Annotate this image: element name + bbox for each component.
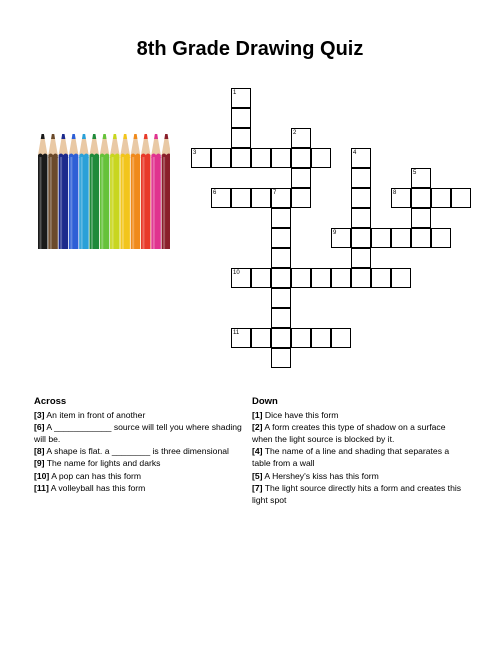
clue-text: A form creates this type of shadow on a surface when the light source is blocked by it. xyxy=(252,422,446,445)
pencil xyxy=(90,134,100,249)
clue-text: An item in front of another xyxy=(44,410,146,421)
clue-text: A pop can has this form xyxy=(49,470,142,481)
colored-pencils-image xyxy=(36,131,170,251)
crossword-cell[interactable] xyxy=(351,148,371,168)
clue-number: 8 xyxy=(393,190,397,196)
crossword-cell[interactable] xyxy=(351,168,371,188)
clue-number: 6 xyxy=(213,190,217,196)
crossword-cell[interactable] xyxy=(291,168,311,188)
crossword-cell[interactable] xyxy=(411,208,431,228)
clue-number: [3] xyxy=(34,410,45,421)
crossword-cell[interactable] xyxy=(331,268,351,288)
crossword-cell[interactable] xyxy=(231,328,251,348)
crossword-cell[interactable] xyxy=(411,188,431,208)
pencil xyxy=(100,134,110,249)
clue-text: A Hershey's kiss has this form xyxy=(262,470,379,481)
crossword-cell[interactable] xyxy=(351,268,371,288)
crossword-cell[interactable] xyxy=(311,268,331,288)
across-heading: Across xyxy=(34,396,67,407)
crossword-cell[interactable] xyxy=(311,328,331,348)
crossword-cell[interactable] xyxy=(271,188,291,208)
crossword-cell[interactable] xyxy=(331,228,351,248)
pencil xyxy=(110,134,120,249)
clue-number: 11 xyxy=(233,330,240,336)
crossword-cell[interactable] xyxy=(411,168,431,188)
pencil xyxy=(48,134,58,249)
crossword-cell[interactable] xyxy=(311,148,331,168)
crossword-cell[interactable] xyxy=(271,328,291,348)
pencil xyxy=(38,134,48,249)
crossword-cell[interactable] xyxy=(231,128,251,148)
crossword-cell[interactable] xyxy=(291,128,311,148)
clue-text: The light source directly hits a form and creates this light spot xyxy=(252,482,462,505)
clue-number: 10 xyxy=(233,270,240,276)
pencil xyxy=(141,134,151,249)
across-clue xyxy=(34,421,249,445)
clue-number: 9 xyxy=(333,230,337,236)
pencil xyxy=(120,134,129,249)
clue-text: A shape is flat. a ________ is three dimensional xyxy=(44,446,229,457)
crossword-cell[interactable] xyxy=(371,228,391,248)
crossword-cell[interactable] xyxy=(431,188,451,208)
clue-number: 1 xyxy=(233,90,237,96)
crossword-cell[interactable] xyxy=(351,228,371,248)
clue-number: 4 xyxy=(353,150,357,156)
clue-text: The name of a line and shading that separates a table from a wall xyxy=(252,446,450,469)
clue-number: [9] xyxy=(34,458,45,469)
crossword-cell[interactable] xyxy=(391,188,411,208)
crossword-cell[interactable] xyxy=(331,328,351,348)
clue-number: 7 xyxy=(273,190,277,196)
clue-number: [6] xyxy=(34,422,45,433)
crossword-cell[interactable] xyxy=(291,268,311,288)
down-clue xyxy=(252,445,467,469)
clue-number: [11] xyxy=(34,482,49,493)
across-clues xyxy=(34,396,249,494)
pencil xyxy=(59,134,69,249)
crossword-cell[interactable] xyxy=(211,188,231,208)
crossword-cell[interactable] xyxy=(351,248,371,268)
crossword-cell[interactable] xyxy=(271,288,291,308)
pencil xyxy=(162,134,170,249)
across-clue xyxy=(34,445,249,457)
crossword-cell[interactable] xyxy=(431,228,451,248)
crossword-cell[interactable] xyxy=(251,148,271,168)
clue-number: [8] xyxy=(34,446,45,457)
crossword-cell[interactable] xyxy=(411,228,431,248)
crossword-cell[interactable] xyxy=(271,268,291,288)
crossword-cell[interactable] xyxy=(251,328,271,348)
clue-number: [4] xyxy=(252,446,263,457)
clue-number: [7] xyxy=(252,482,263,493)
down-heading: Down xyxy=(252,396,278,407)
crossword-cell[interactable] xyxy=(271,348,291,368)
crossword-cell[interactable] xyxy=(271,308,291,328)
across-clue xyxy=(34,470,249,482)
crossword-cell[interactable] xyxy=(371,268,391,288)
clue-number: 2 xyxy=(293,130,297,136)
crossword-cell[interactable] xyxy=(231,108,251,128)
crossword-cell[interactable] xyxy=(211,148,231,168)
pencil xyxy=(151,134,161,249)
across-clue xyxy=(34,409,249,421)
clue-number: [1] xyxy=(252,410,263,421)
crossword-cell[interactable] xyxy=(391,228,411,248)
crossword-cell[interactable] xyxy=(231,148,251,168)
crossword-cell[interactable] xyxy=(271,208,291,228)
across-clue xyxy=(34,482,249,494)
clue-text: The name for lights and darks xyxy=(44,458,161,469)
clue-number: 3 xyxy=(193,150,197,156)
crossword-cell[interactable] xyxy=(291,328,311,348)
clue-number: 5 xyxy=(413,170,417,176)
pencil xyxy=(69,134,79,249)
crossword-cell[interactable] xyxy=(251,188,271,208)
pencil xyxy=(131,134,141,249)
crossword-cell[interactable] xyxy=(351,188,371,208)
pencil xyxy=(79,134,89,249)
crossword-cell[interactable] xyxy=(351,208,371,228)
crossword-cell[interactable] xyxy=(271,148,291,168)
clue-text: A ____________ source will tell you where shading will be. xyxy=(34,422,242,445)
crossword-cell[interactable] xyxy=(451,188,471,208)
down-clue xyxy=(252,482,467,506)
crossword-cell[interactable] xyxy=(291,188,311,208)
crossword-cell[interactable] xyxy=(291,148,311,168)
crossword-cell[interactable] xyxy=(271,248,291,268)
clue-text: A volleyball has this form xyxy=(48,482,146,493)
crossword-cell[interactable] xyxy=(271,228,291,248)
page-title: 8th Grade Drawing Quiz xyxy=(136,38,364,60)
clue-text: Dice have this form xyxy=(262,410,339,421)
down-clues xyxy=(252,396,467,506)
crossword-cell[interactable] xyxy=(231,188,251,208)
down-clue xyxy=(252,470,467,482)
crossword-cell[interactable] xyxy=(231,268,251,288)
crossword-cell[interactable] xyxy=(191,148,211,168)
down-clue xyxy=(252,421,467,445)
crossword-cell[interactable] xyxy=(391,268,411,288)
clue-number: [5] xyxy=(252,470,263,481)
crossword-cell[interactable] xyxy=(251,268,271,288)
clue-number: [10] xyxy=(34,470,50,481)
across-clue xyxy=(34,457,249,469)
down-clue xyxy=(252,409,467,421)
crossword-cell[interactable] xyxy=(231,88,251,108)
clue-number: [2] xyxy=(252,422,263,433)
